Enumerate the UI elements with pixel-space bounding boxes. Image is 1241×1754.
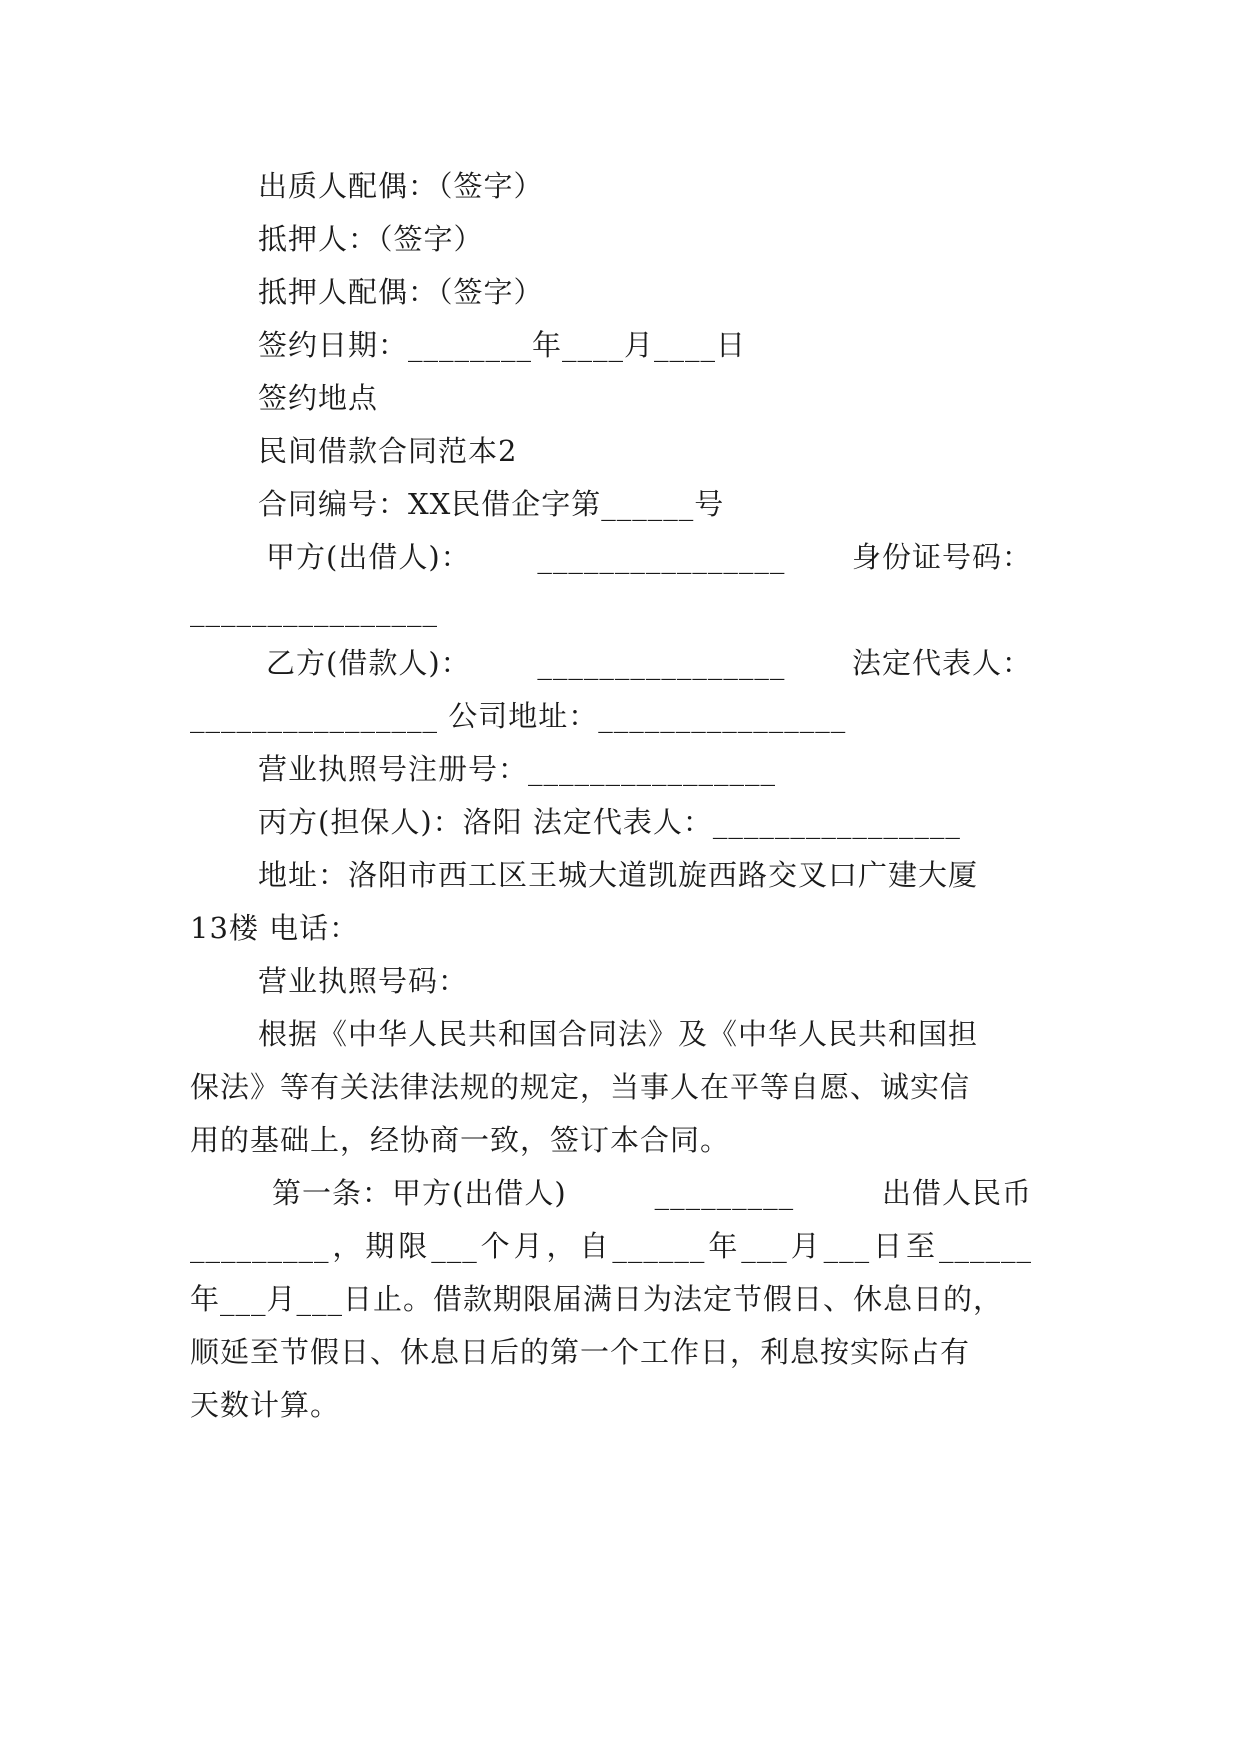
article-1-line-4: 顺延至节假日、休息日后的第一个工作日，利息按实际占有 (190, 1335, 971, 1369)
party-c-line: 丙方(担保人)：洛阳 法定代表人：________________ (258, 805, 961, 839)
contract-number-line: 合同编号：XX民借企字第______号 (258, 487, 725, 521)
party-b-representative-address-line: ________________ 公司地址：________________ (190, 699, 847, 733)
mortgagor-spouse-signature-line: 抵押人配偶：（签字） (258, 275, 544, 309)
party-a-id-blank: ________________ (190, 593, 438, 627)
article-1-line-2: _________，期限___个月，自______年___月___日至______ (190, 1229, 1032, 1263)
article-1-amount-label: 出借人民币 (881, 1176, 1032, 1210)
party-a-line (266, 537, 1032, 577)
party-b-line (266, 643, 1032, 683)
mortgagor-signature-line: 抵押人：（签字） (258, 222, 484, 256)
party-b-name-blank: ________________ (537, 646, 786, 680)
party-a-label: 甲方(出借人)： (266, 540, 471, 574)
party-c-phone-line: 13楼 电话： (190, 911, 360, 945)
article-1-line-1 (272, 1173, 1032, 1213)
article-1-line-5: 天数计算。 (190, 1388, 341, 1422)
contract-template-title: 民间借款合同范本2 (258, 434, 518, 468)
preamble-line-3: 用的基础上，经协商一致，签订本合同。 (190, 1123, 731, 1157)
party-b-representative-label: 法定代表人： (851, 646, 1032, 680)
party-c-address-line: 地址：洛阳市西工区王城大道凯旋西路交叉口广建大厦 (258, 858, 979, 892)
business-license-registration-line: 营业执照号注册号：________________ (258, 752, 777, 786)
pledgor-spouse-signature-line: 出质人配偶：（签字） (258, 169, 544, 203)
signing-place-line: 签约地点 (258, 381, 379, 415)
party-b-label: 乙方(借款人)： (266, 646, 471, 680)
preamble-line-2: 保法》等有关法律法规的规定，当事人在平等自愿、诚实信 (190, 1070, 971, 1104)
article-1-line-3: 年___月___日止。借款期限届满日为法定节假日、休息日的， (190, 1282, 1004, 1316)
preamble-line-1: 根据《中华人民共和国合同法》及《中华人民共和国担 (258, 1017, 979, 1051)
article-1-lender-blank: _________ (654, 1176, 795, 1210)
article-1-heading: 第一条：甲方(出借人) (272, 1176, 567, 1210)
party-c-license-line: 营业执照号码： (258, 964, 469, 998)
party-a-name-blank: ________________ (537, 540, 786, 574)
party-a-id-label: 身份证号码： (851, 540, 1032, 574)
signing-date-line: 签约日期：________年____月____日 (258, 328, 747, 362)
